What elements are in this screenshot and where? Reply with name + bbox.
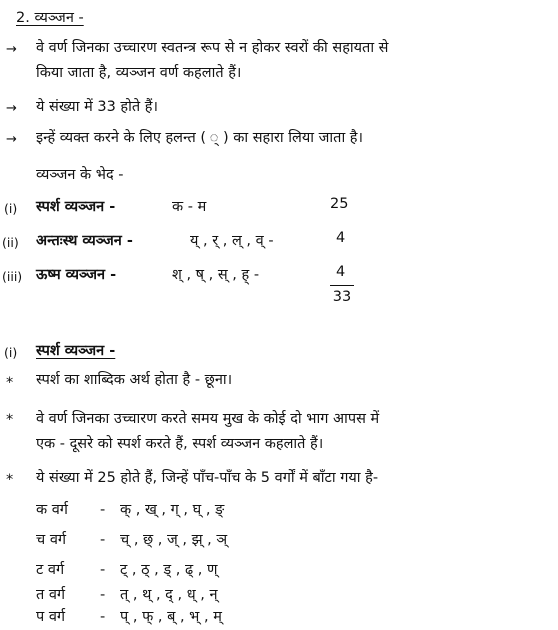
varga-letters: च् , छ् , ज् , झ् , ञ् bbox=[120, 532, 228, 548]
type-count: 4 bbox=[336, 264, 346, 280]
varga-dash: - bbox=[100, 609, 106, 625]
types-heading: व्यञ्जन के भेद - bbox=[36, 167, 124, 183]
varga-name: च वर्ग bbox=[36, 532, 67, 548]
vargas-intro-line: ये संख्या में 25 होते हैं, जिन्हें पाँच-पाँच के 5 वर्गों में बाँटा गया है- bbox=[36, 470, 379, 486]
varga-name: प वर्ग bbox=[36, 609, 66, 625]
varga-letters: प् , फ् , ब् , भ् , म् bbox=[120, 609, 222, 625]
varga-dash: - bbox=[100, 532, 106, 548]
type-number: (i) bbox=[4, 201, 18, 216]
varga-letters: क् , ख् , ग् , घ् , ङ् bbox=[120, 502, 225, 518]
type-count: 25 bbox=[330, 196, 349, 212]
total-count: 33 bbox=[330, 285, 354, 307]
section-heading-vyanjan: 2. व्यञ्जन - bbox=[16, 10, 84, 26]
varga-name: क वर्ग bbox=[36, 502, 68, 518]
star-marker: * bbox=[6, 375, 14, 391]
type-name: ऊष्म व्यञ्जन - bbox=[36, 267, 117, 283]
definition-line-2: किया जाता है, व्यञ्जन वर्ण कहलाते हैं। bbox=[36, 65, 242, 81]
count-statement: ये संख्या में 33 होते हैं। bbox=[36, 99, 158, 115]
type-count: 4 bbox=[336, 230, 346, 246]
arrow-marker: → bbox=[6, 132, 17, 147]
varga-dash: - bbox=[100, 502, 106, 518]
varga-name: त वर्ग bbox=[36, 587, 66, 603]
type-number: (iii) bbox=[2, 269, 23, 284]
type-name: अन्तःस्थ व्यञ्जन - bbox=[36, 233, 133, 249]
arrow-marker: → bbox=[6, 42, 17, 57]
varga-name: ट वर्ग bbox=[36, 562, 65, 578]
type-letters: य् , र् , ल् , व् - bbox=[190, 233, 274, 249]
type-letters: क - म bbox=[172, 199, 207, 215]
type-letters: श् , ष् , स् , ह् - bbox=[172, 267, 260, 283]
definition-line-1: वे वर्ण जिनका उच्चारण स्वतन्त्र रूप से न होकर स्वरों की सहायता से bbox=[36, 40, 389, 56]
sparsh-definition-line-1: वे वर्ण जिनका उच्चारण करते समय मुख के कोई दो भाग आपस में bbox=[36, 411, 380, 427]
varga-dash: - bbox=[100, 587, 106, 603]
arrow-marker: → bbox=[6, 101, 17, 116]
halant-statement: इन्हें व्यक्त करने के लिए हलन्त ( ् ) का सहारा लिया जाता है। bbox=[36, 130, 363, 146]
varga-letters: ट् , ठ् , ड् , ढ् , ण् bbox=[120, 562, 218, 578]
section-number: (i) bbox=[4, 345, 18, 360]
varga-letters: त् , थ् , द् , ध् , न् bbox=[120, 587, 218, 603]
star-marker: * bbox=[6, 412, 14, 428]
star-marker: * bbox=[6, 472, 14, 488]
sparsh-definition-line-2: एक - दूसरे को स्पर्श करते हैं, स्पर्श व्यञ्जन कहलाते हैं। bbox=[36, 436, 324, 452]
type-name: स्पर्श व्यञ्जन - bbox=[36, 199, 116, 215]
section-heading-sparsh: स्पर्श व्यञ्जन - bbox=[36, 343, 116, 359]
meaning-line: स्पर्श का शाब्दिक अर्थ होता है - छूना। bbox=[36, 372, 233, 388]
type-number: (ii) bbox=[2, 235, 19, 250]
varga-dash: - bbox=[100, 562, 106, 578]
